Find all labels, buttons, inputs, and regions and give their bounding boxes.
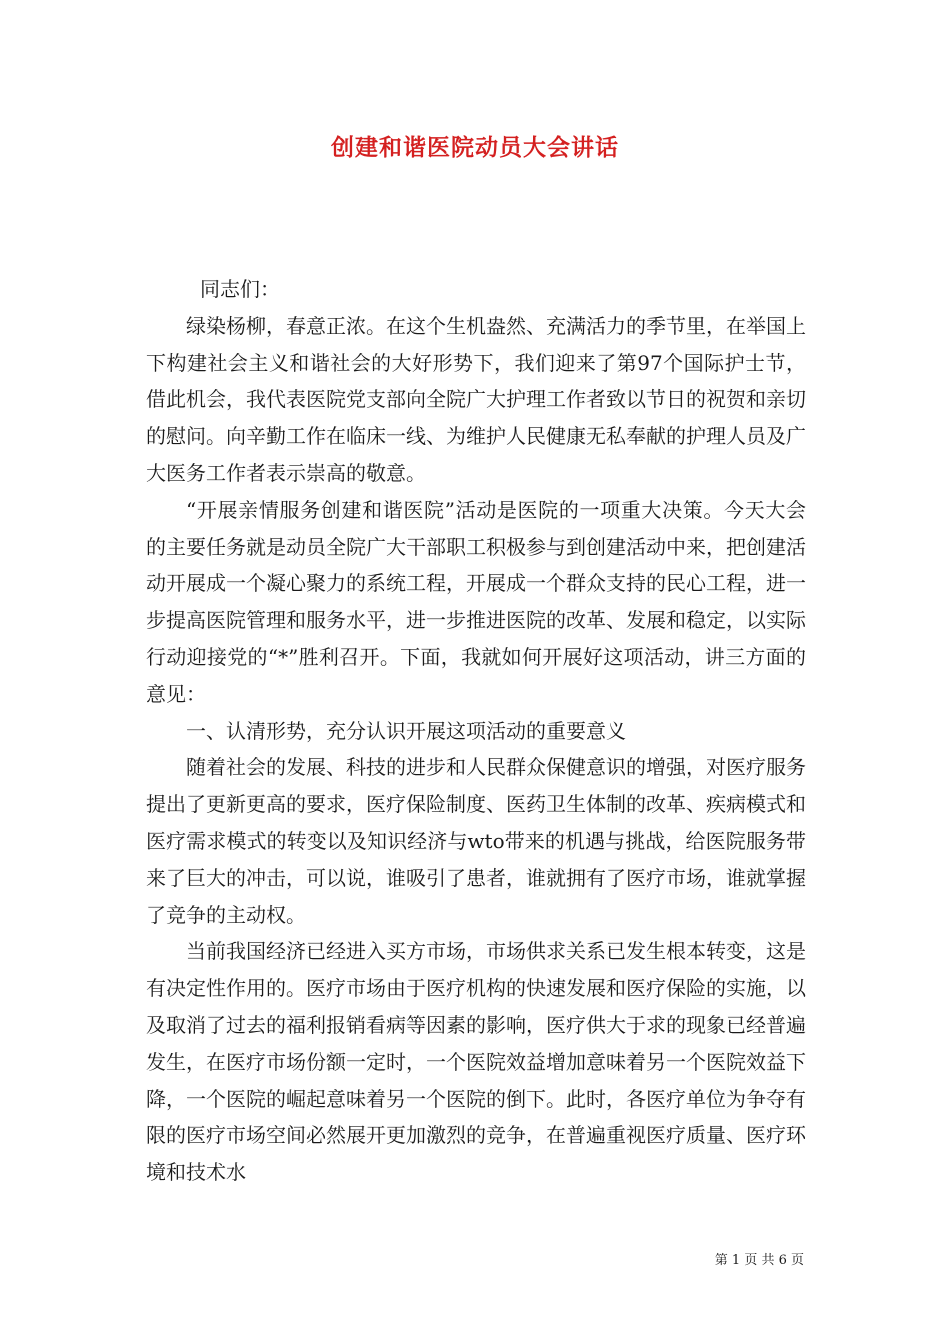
page-number-footer: 第 1 页 共 6 页: [714, 1253, 804, 1268]
salutation: 同志们：: [200, 277, 280, 301]
paragraph-situation: 随着社会的发展、科技的进步和人民群众保健意识的增强，对医疗服务提出了更新更高的要求，医疗保险制度、医药卫生体制的改革、疾病模式和医疗需求模式的转变以及知识经济与wto带来的机遇与挑战，给医院服务带来了巨大的冲击，可以说，谁吸引了患者，谁就拥有了医疗市场，谁就掌握了竞争的主动权。: [146, 755, 806, 927]
paragraph-opening: 绿染杨柳，春意正浓。在这个生机盎然、充满活力的季节里，在举国上下构建社会主义和谐社会的大好形势下，我们迎来了第97个国际护士节，借此机会，我代表医院党支部向全院广大护理工作者致以节日的祝贺和亲切的慰问。向辛勤工作在临床一线、为维护人民健康无私奉献的护理人员及广大医务工作者表示崇高的敬意。: [146, 313, 806, 485]
paragraph-activity-purpose: “开展亲情服务创建和谐医院”活动是医院的一项重大决策。今天大会的主要任务就是动员全院广大干部职工积极参与到创建活动中来，把创建活动开展成一个凝心聚力的系统工程，开展成一个群众支持的民心工程，进一步提高医院管理和服务水平，进一步推进医院的改革、发展和稳定，以实际行动迎接党的“*”胜利召开。下面，我就如何开展好这项活动，讲三方面的意见：: [146, 497, 806, 706]
section-heading-1: 一、认清形势，充分认识开展这项活动的重要意义: [186, 718, 626, 743]
document-title: 创建和谐医院动员大会讲话: [331, 134, 619, 161]
document-body: [146, 271, 806, 1191]
paragraph-market: 当前我国经济已经进入买方市场，市场供求关系已发生根本转变，这是有决定性作用的。医疗市场由于医疗机构的快速发展和医疗保险的实施，以及取消了过去的福利报销看病等因素的影响，医疗供大于求的现象已经普遍发生，在医疗市场份额一定时，一个医院效益增加意味着另一个医院效益下降，一个医院的崛起意味着另一个医院的倒下。此时，各医疗单位为争夺有限的医疗市场空间必然展开更加激烈的竞争，在普遍重视医疗质量、医疗环境和技术水: [146, 939, 806, 1185]
